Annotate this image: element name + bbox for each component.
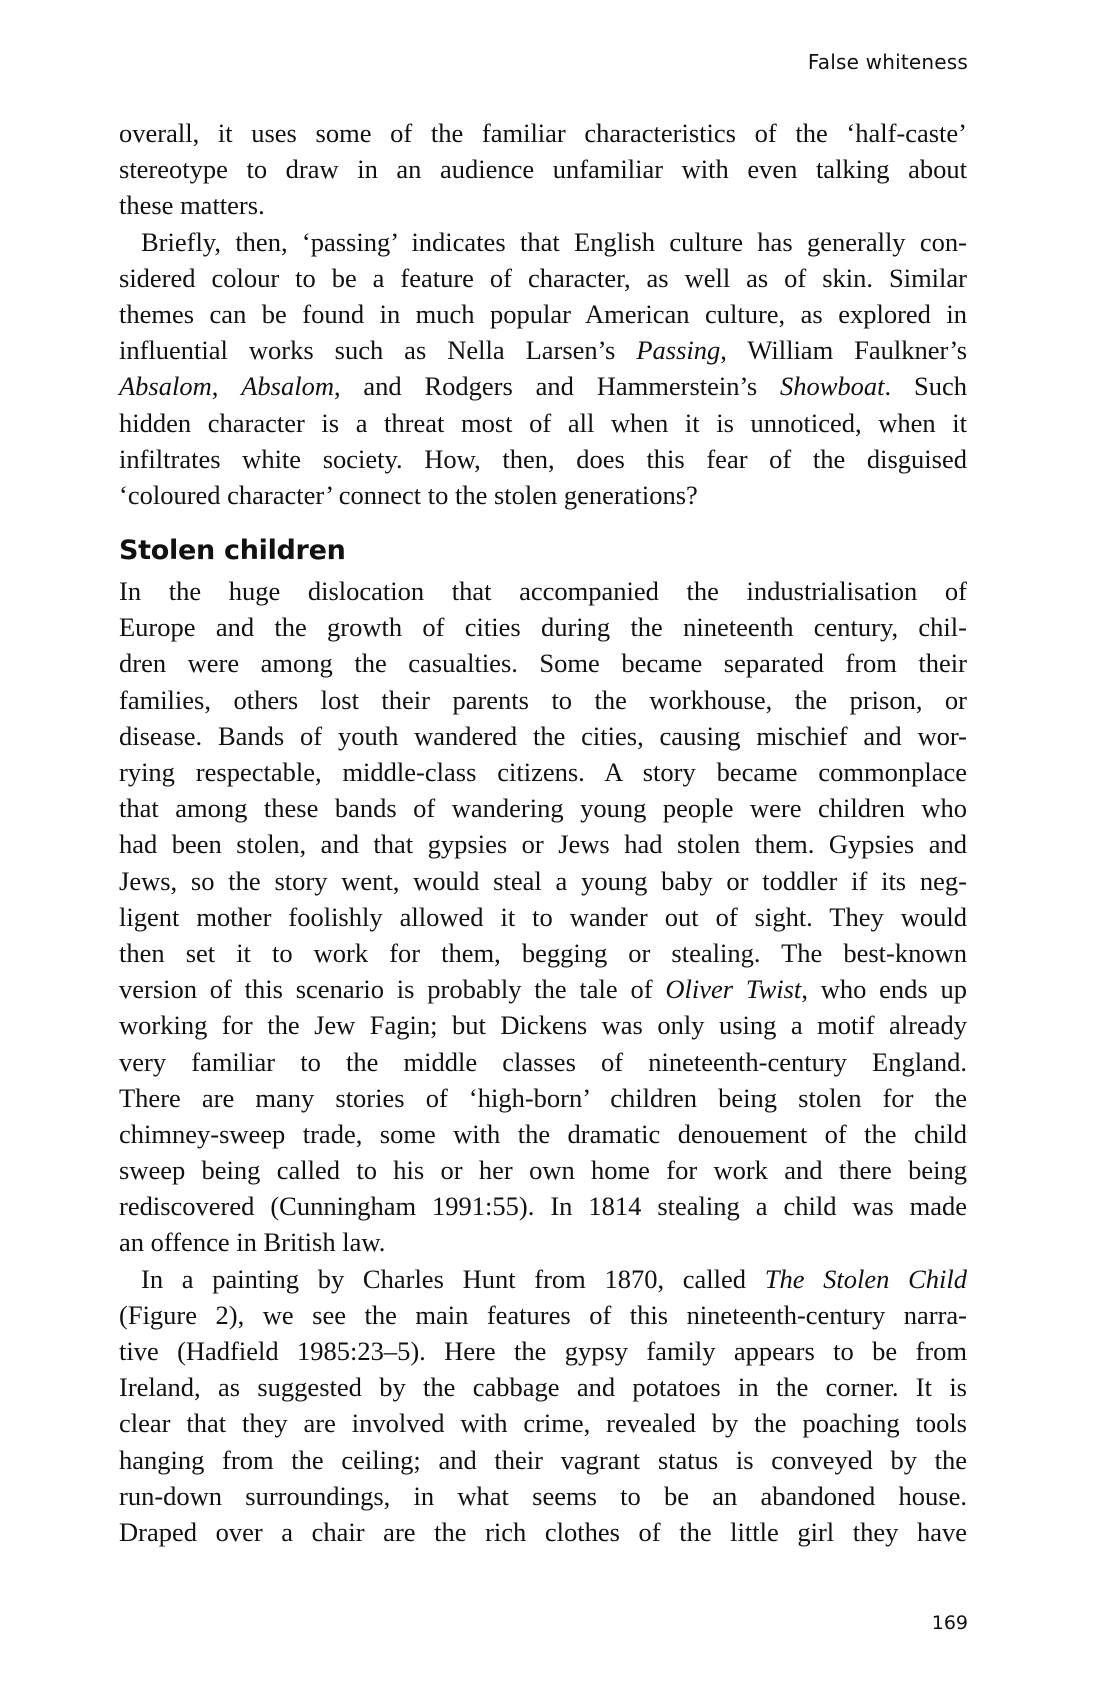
text-line: themes can be found in much popular American culture, as explored in [119,298,967,329]
text-line: tive (Hadfield 1985:23–5). Here the gypsy family appears to be from [119,1336,967,1366]
book-title: Absalom [119,371,212,402]
text-line: infiltrates white society. How, then, does this fear of the disguised [119,443,967,474]
text-line: an offence in British law. [119,1227,386,1258]
text-line: dren were among the casualties. Some became separated from their [119,648,967,679]
text-line [119,971,967,1007]
text-line: that among these bands of wandering young people were children who [119,793,967,824]
running-head: False whiteness [807,50,968,74]
text-line: stereotype to draw in an audience unfamiliar with even talking about [119,154,967,185]
text-run: In a painting by Charles Hunt from 1870, called [141,1263,765,1294]
text-line: families, others lost their parents to the workhouse, the prison, or [119,684,967,715]
text-line: hidden character is a threat most of all when it is unnoticed, when it [119,407,967,438]
text-line: Draped over a chair are the rich clothes of the little girl they have [119,1516,967,1547]
text-run: influential works such as Nella Larsen’s [119,335,637,366]
paragraph-passing [119,224,967,514]
text-line: chimney-sweep trade, some with the dramatic denouement of the child [119,1118,967,1149]
page-number: 169 [931,1612,968,1634]
text-line: ligent mother foolishly allowed it to wander out of sight. They would [119,901,967,932]
text-line: There are many stories of ‘high-born’ children being stolen for the [119,1082,967,1113]
text-line: working for the Jew Fagin; but Dickens was only using a motif already [119,1010,967,1041]
book-title: Absalom [241,371,334,402]
text-line: rediscovered (Cunningham 1991:55). In 1814 stealing a child was made [119,1191,967,1222]
text-run: , [211,371,242,402]
text-line: disease. Bands of youth wandered the cities, causing mischief and wor- [119,720,967,751]
text-line: hanging from the ceiling; and their vagrant status is conveyed by the [119,1444,967,1475]
text-line: had been stolen, and that gypsies or Jews had stolen them. Gypsies and [119,829,967,860]
page-body [119,115,967,1550]
book-title: Oliver Twist [665,974,802,1005]
book-title: Passing [636,335,721,366]
paragraph-painting [119,1261,967,1551]
text-line: ‘coloured character’ connect to the stolen generations? [119,479,698,510]
text-run: , William Faulkner’s [720,335,968,366]
text-line: sweep being called to his or her own home for work and there being [119,1155,967,1186]
text-line: overall, it uses some of the familiar characteristics of the ‘half-caste’ [119,118,967,148]
text-line [119,368,967,404]
paragraph-continuation [119,115,967,224]
section-heading: Stolen children [119,535,346,567]
text-line: sidered colour to be a feature of character, as well as of skin. Similar [119,262,967,293]
text-line [119,1261,967,1297]
text-line: then set it to work for them, begging or stealing. The best-known [119,937,967,968]
text-line: these matters. [119,190,265,221]
text-line: rying respectable, middle-class citizens. A story became commonplace [119,757,967,787]
text-line [119,332,967,368]
text-line: Europe and the growth of cities during the nineteenth century, chil- [119,612,967,643]
text-line: very familiar to the middle classes of nineteenth-century England. [119,1046,967,1077]
text-line: In the huge dislocation that accompanied the industrialisation of [119,576,967,607]
painting-title: The Stolen Child [764,1263,967,1294]
text-run: , and Rodgers and Hammerstein’s [333,371,780,402]
text-run: . Such [884,371,967,402]
text-line: Briefly, then, ‘passing’ indicates that English culture has generally con- [141,226,967,257]
paragraph-stolen-children [119,573,967,1261]
book-title: Showboat [780,371,885,402]
text-run: version of this scenario is probably the tale of [119,974,666,1005]
text-line: clear that they are involved with crime, revealed by the poaching tools [119,1408,967,1439]
text-line: Ireland, as suggested by the cabbage and potatoes in the corner. It is [119,1372,967,1403]
text-line: Jews, so the story went, would steal a young baby or toddler if its neg- [119,865,967,896]
text-line: (Figure 2), we see the main features of this nineteenth-century narra- [119,1299,967,1330]
text-line: run-down surroundings, in what seems to be an abandoned house. [119,1480,967,1511]
text-run: , who ends up [801,974,968,1005]
